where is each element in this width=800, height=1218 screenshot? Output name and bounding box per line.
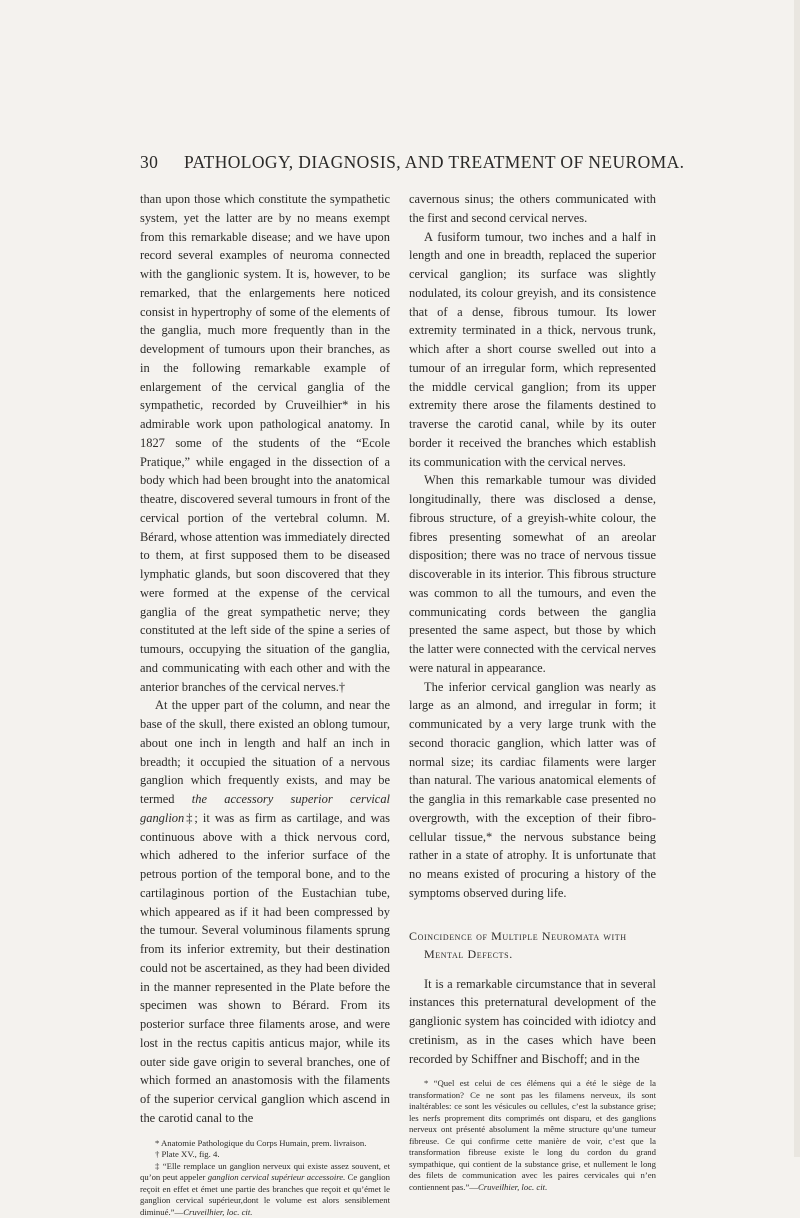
italic-term: ganglion cervical supérieur accessoire. xyxy=(208,1172,346,1182)
paragraph: The inferior cervical ganglion was nearly as large as an almond, and irregular in form; it communicated by a very large trunk with the second thoracic ganglion, which latter was of normal size; its cardiac filaments were larger than natural. The various anatomical elements of the ganglia in this remarkable case presented no overgrowth, with the exception of their fibro-cellular tissue,* the nervous substance being rather in a state of atrophy. It is unfortunate that no means existed of procuring a history of the symptoms observed during life. xyxy=(409,678,656,903)
paragraph: When this remarkable tumour was divided longitudinally, there was disclosed a dense, fibrous structure, of a greyish-white colour, the fibres presenting somewhat of an areolar disposition; there was no trace of nervous tissue discoverable in its interior. This fibrous structure was common to all the tumours, and even the communicating cords between the ganglia presented the same aspect, but those by which the latter were connected with the cervical nerves were natural in appearance. xyxy=(409,471,656,677)
page-edge xyxy=(794,0,800,1157)
running-header xyxy=(140,152,650,173)
text-run: * “Quel est celui de ces élémens qui a été le siège de la transformation? Ce ne sont pas les filamens nerveux, ils sont inaltérables: ce sont les vésicules ou cellules, c’est la substance grise; les nerfs proprement dits comprimés ont disparu, et des ganglions nerveux ont présenté absolument la même structure qu’une tumeur fibreuse. Ce qui confirme cette manière de voir, c’est que la transformation fibreuse existe le long du cordon du grand sympathique, qui contient de la substance grise, et nullement le long des filets de communication avec les paires cervicales qui n’en contiennent pas.”— xyxy=(409,1078,656,1192)
paragraph: than upon those which constitute the sympathetic system, yet the latter are by no means exempt from this remarkable disease; and we have upon record several examples of neuroma connected with the ganglionic system. It is, however, to be remarked, that the enlargements here noticed consist in hypertrophy of some of the elements of the ganglia, much more frequently than in the development of tumours upon their branches, as in the following remarkable example of enlargement of the cervical ganglia of the sympathetic, recorded by Cruveilhier* in his admirable work upon pathological anatomy. In 1827 some of the students of the “Ecole Pratique,” while engaged in the dissection of a body which had been brought into the anatomical theatre, discovered several tumours in front of the cervical portion of the vertebral column. M. Bérard, whose attention was immediately directed to them, at first supposed them to be diseased lymphatic glands, but soon discovered that they were formed at the expense of the cervical ganglia of the great sympathetic nerve; they constituted at the left side of the spine a series of tumours, occupying the situation of the ganglia, and communicating with each other and with the anterior branches of the cervical nerves.† xyxy=(140,190,390,696)
footnote: * Anatomie Pathologique du Corps Humain, prem. livraison. xyxy=(140,1138,390,1150)
text-run: ‡ “Elle remplace un ganglion nerveux qui existe assez souvent, et qu’on peut appeler xyxy=(140,1161,390,1183)
paragraph: A fusiform tumour, two inches and a half in length and one in breadth, replaced the superior cervical ganglion; its surface was slightly nodulated, its colour greyish, and its consistence that of a dense, fibrous tumour. Its lower extremity terminated in a thick, nervous trunk, which after a short course swelled out into a tumour of an irregular form, which represented the middle cervical ganglion; from its upper extremity there arose the filaments destined to traverse the carotid canal, while by its outer border it received the branches which establish its communication with the cervical nerves. xyxy=(409,228,656,472)
section-heading-line: Mental Defects. xyxy=(409,945,656,963)
paragraph: It is a remarkable circumstance that in several instances this preternatural development of the ganglionic system has coincided with idiotcy and cretinism, as in the cases which have been recorded by Schiffner and Bischoff; and in the xyxy=(409,975,656,1069)
running-title: PATHOLOGY, DIAGNOSIS, AND TREATMENT OF NEUROMA. xyxy=(184,152,684,172)
section-heading-line: Coincidence of Multiple Neuromata with xyxy=(409,929,627,943)
footnote xyxy=(409,1078,656,1193)
text-run: Ce ganglion reçoit en effet et émet une partie des branches que reçoit et qu’émet le ganglion cervical supérieur,dont le volume est alors sensiblement diminué.”— xyxy=(140,1172,390,1217)
footnote-separator xyxy=(140,1128,390,1138)
footnote-separator xyxy=(409,1068,656,1078)
right-column xyxy=(409,190,656,1193)
left-column xyxy=(140,190,390,1218)
page-number: 30 xyxy=(140,152,184,173)
citation: Cruveilhier, loc. cit. xyxy=(183,1207,252,1217)
paragraph: cavernous sinus; the others communicated with the first and second cervical nerves. xyxy=(409,190,656,228)
italic-term: the accessory superior cervical ganglion xyxy=(140,792,390,825)
text-run: At the upper part of the column, and near the base of the skull, there existed an oblong tumour, about one inch in length and half an inch in breadth; it occupied the situation of a nervous ganglion which frequently exists, and may be termed xyxy=(140,698,390,806)
footnote xyxy=(140,1161,390,1218)
footnote: † Plate XV., fig. 4. xyxy=(140,1149,390,1161)
text-run: ‡; it was as firm as cartilage, and was continuous above with a thick nervous cord, which adhered to the inferior surface of the petrous portion of the temporal bone, and to the cartilaginous portion of the Eustachian tube, which appeared as if it had been compressed by the tumour. Several voluminous filaments sprung from its inferior extremity, but their destination could not be ascertained, as they had been divided in the manner represented in the Plate before the specimen was shown to Bérard. From its posterior surface three filaments arose, and were lost in the rectus capitis anticus major, while its outer side gave origin to several branches, one of which formed an anastomosis with the filaments of the superior cervical ganglion which ascend in the carotid canal to the xyxy=(140,811,390,1125)
section-heading xyxy=(409,927,656,963)
citation: Cruveilhier, loc. cit. xyxy=(478,1182,547,1192)
paragraph xyxy=(140,696,390,1127)
